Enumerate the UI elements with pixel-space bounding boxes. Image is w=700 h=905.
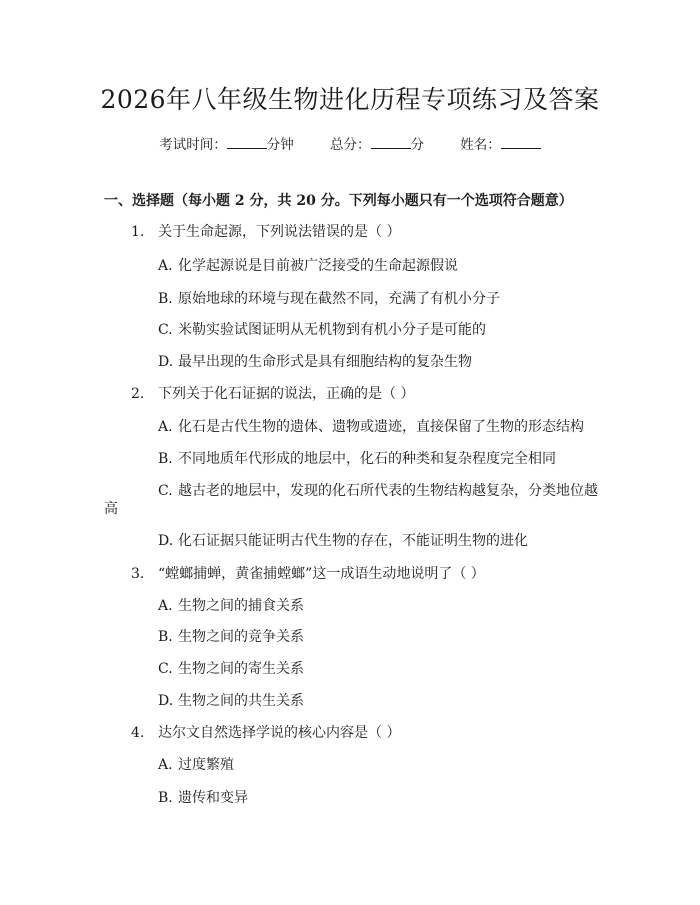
question-1-option-d	[158, 353, 472, 371]
exam-info-line	[0, 133, 700, 153]
option-letter: B.	[158, 451, 173, 467]
name-blank	[501, 136, 541, 149]
option-text: 最早出现的生命形式是具有细胞结构的复杂生物	[178, 354, 472, 370]
total-score-label: 总分：	[330, 137, 371, 153]
question-4-option-b	[158, 789, 248, 807]
option-text: 生物之间的共生关系	[178, 693, 304, 709]
question-text: 关于生命起源，下列说法错误的是（ ）	[158, 224, 401, 240]
option-letter: B.	[158, 790, 173, 806]
option-text: 生物之间的寄生关系	[178, 661, 304, 677]
question-4-option-a	[158, 756, 234, 774]
option-text: 遗传和变异	[178, 790, 248, 806]
option-text: 化石证据只能证明古代生物的存在，不能证明生物的进化	[178, 533, 528, 549]
question-number: 4.	[131, 725, 145, 741]
question-1-option-c	[158, 321, 486, 339]
option-text: 原始地球的环境与现在截然不同，充满了有机小分子	[178, 291, 500, 307]
option-text: 米勒实验试图证明从无机物到有机小分子是可能的	[178, 322, 486, 338]
exam-time-unit: 分钟	[266, 137, 294, 153]
option-letter: B.	[158, 291, 173, 307]
option-text: 化石是古代生物的遗体、遗物或遗迹，直接保留了生物的形态结构	[178, 419, 584, 435]
name-field	[460, 133, 541, 153]
question-number: 3.	[131, 566, 145, 582]
question-2-option-d	[158, 532, 528, 550]
option-letter: D.	[158, 693, 174, 709]
option-letter: A.	[158, 598, 173, 614]
option-text: 越古老的地层中，发现的化石所代表的生物结构越复杂，分类地位越	[178, 483, 598, 499]
question-2-option-a	[158, 418, 584, 436]
option-text: 化学起源说是目前被广泛接受的生命起源假说	[178, 258, 458, 274]
document-title: 2026年八年级生物进化历程专项练习及答案	[100, 85, 600, 114]
option-text: 生物之间的竞争关系	[178, 629, 304, 645]
option-letter: C.	[158, 322, 173, 338]
option-text: 生物之间的捕食关系	[178, 598, 304, 614]
question-text: 下列关于化石证据的说法，正确的是（ ）	[158, 386, 415, 402]
question-3-option-c	[158, 660, 304, 678]
total-score-blank	[371, 136, 411, 149]
option-letter: B.	[158, 629, 173, 645]
question-3-option-d	[158, 692, 304, 710]
option-letter: A.	[158, 757, 173, 773]
section-heading: 一、选择题（每小题 2 分，共 20 分。下列每小题只有一个选项符合题意）	[104, 193, 573, 209]
option-letter: D.	[158, 533, 174, 549]
option-letter: C.	[158, 661, 173, 677]
question-number: 2.	[131, 386, 145, 402]
question-1-option-a	[158, 257, 458, 275]
question-2	[131, 385, 414, 403]
option-letter: D.	[158, 354, 174, 370]
name-label: 姓名：	[460, 137, 501, 153]
option-letter: C.	[158, 483, 173, 499]
question-number: 1.	[131, 224, 145, 240]
question-3-option-b	[158, 628, 304, 646]
question-2-option-c-wrap: 高	[104, 501, 118, 517]
exam-time-blank	[227, 136, 267, 149]
question-3-option-a	[158, 597, 304, 615]
total-score-unit: 分	[410, 137, 424, 153]
question-1-option-b	[158, 290, 500, 308]
question-2-option-c	[158, 482, 598, 500]
total-score-field	[330, 133, 424, 153]
exam-time-field	[159, 133, 294, 153]
question-2-option-b	[158, 450, 556, 468]
question-1	[131, 223, 400, 241]
option-letter: A.	[158, 258, 173, 274]
question-3	[131, 565, 485, 583]
exam-time-label: 考试时间：	[159, 137, 227, 153]
option-text: 过度繁殖	[178, 757, 234, 773]
question-text: 达尔文自然选择学说的核心内容是（ ）	[158, 725, 401, 741]
option-letter: A.	[158, 419, 173, 435]
question-text: “螳螂捕蝉，黄雀捕螳螂”这一成语生动地说明了（ ）	[158, 566, 485, 582]
question-4	[131, 724, 400, 742]
option-text: 不同地质年代形成的地层中，化石的种类和复杂程度完全相同	[178, 451, 556, 467]
